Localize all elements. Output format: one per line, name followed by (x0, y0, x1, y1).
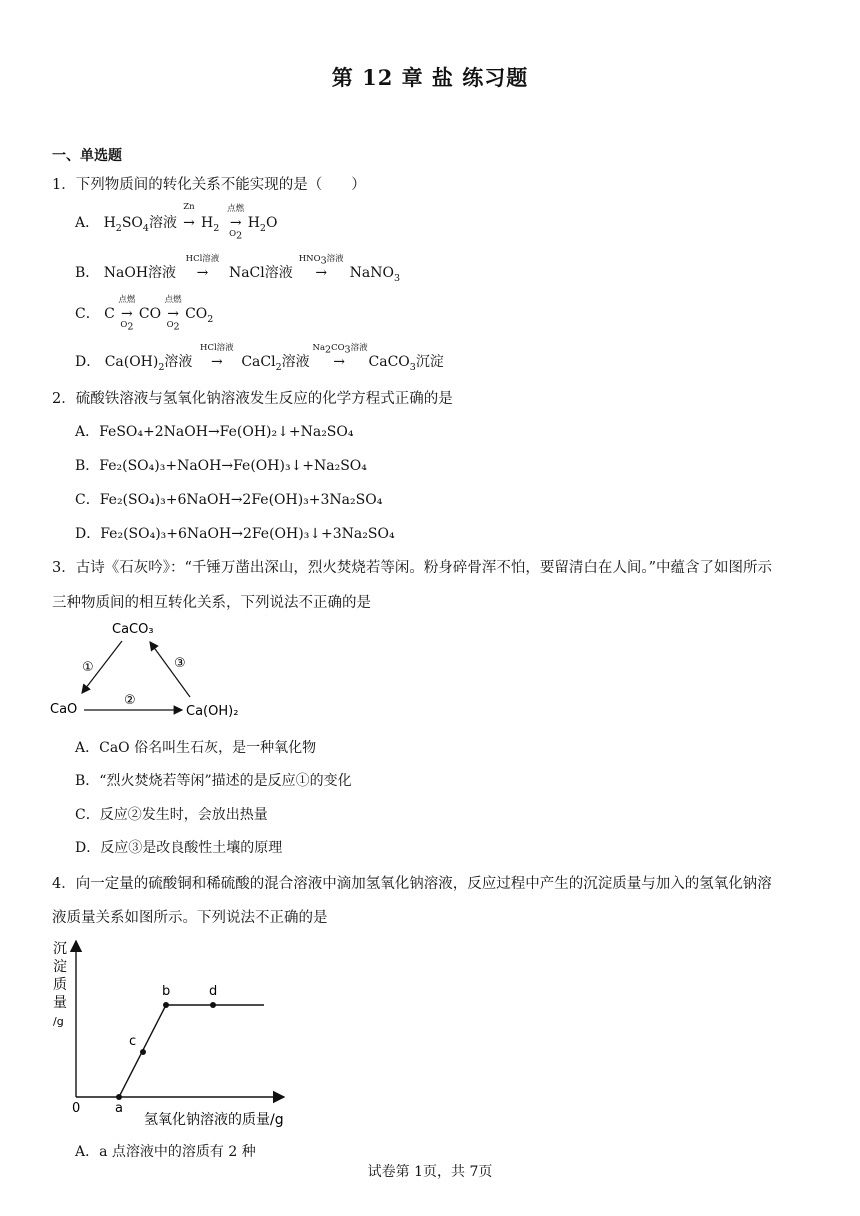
q1-option-c[interactable]: C． C 点燃 → $O_2$ CO 点燃 → $O_2$ $CO_2$ (75, 295, 214, 333)
q2-option-b[interactable]: B．Fe₂(SO₄)₃+NaOH→Fe(OH)₃↓+Na₂SO₄ (75, 458, 367, 474)
q3-option-a[interactable]: A．CaO 俗名叫生石灰，是一种氧化物 (75, 740, 317, 756)
q1-option-d[interactable]: D． $Ca(OH)_2$溶液 HCl溶液 → CaCl$_2$溶液 $Na_2CO_3$溶液 → CaCO$_3$沉淀 (75, 343, 444, 373)
origin-label: 0 (72, 1101, 81, 1116)
q3-option-b[interactable]: B．“烈火焚烧若等闲”描述的是反应①的变化 (75, 773, 352, 789)
arrow-icon: Zn → (183, 202, 195, 231)
y-label-char: /g (53, 1015, 64, 1028)
point-b (163, 1002, 169, 1008)
arrow-icon: $Na_2CO_3$溶液 → (312, 343, 368, 370)
question-4-stem: 4．向一定量的硫酸铜和稀硫酸的混合溶液中滴加氢氧化钠溶液，反应过程中产生的沉淀质量与加入的氢氧化钠溶 (52, 876, 772, 892)
arrow-icon: $HNO_3$溶液 → (298, 254, 344, 281)
question-2-stem: 2．硫酸铁溶液与氢氧化钠溶液发生反应的化学方程式正确的是 (52, 391, 453, 407)
arrow-icon: 点燃 → $O_2$ (227, 204, 245, 242)
node-cao: CaO (50, 702, 78, 717)
question-3-stem: 3．古诗《石灰吟》：“千锤万凿出深山，烈火焚烧若等闲。粉身碎骨浑不怕，要留清白在人间。”中蕴含了如图所示 (52, 560, 773, 576)
q1-option-a[interactable]: A． $H_2SO_4$溶液 Zn → $H_2$ 点燃 → $O_2$ $H_2O$ (75, 202, 278, 242)
label-reaction-1: ① (82, 660, 94, 675)
arrow-icon: HCl溶液 → (200, 343, 234, 370)
q2-option-a[interactable]: A．FeSO₄+2NaOH→Fe(OH)₂↓+Na₂SO₄ (75, 424, 354, 440)
y-label-char: 沉 (53, 941, 67, 957)
y-label-char: 淀 (53, 959, 67, 975)
arrow-icon: HCl溶液 → (185, 254, 220, 281)
y-label-char: 量 (53, 995, 67, 1011)
q3-option-d[interactable]: D．反应③是改良酸性土壤的原理 (75, 840, 283, 856)
y-label-char: 质 (53, 977, 67, 993)
label-a: a (115, 1101, 123, 1116)
question-4-stem-cont: 液质量关系如图所示。下列说法不正确的是 (52, 910, 328, 926)
label-d: d (209, 984, 218, 999)
point-c (140, 1049, 146, 1055)
page-title: 第 12 章 盐 练习题 (331, 65, 529, 90)
conversion-diagram (44, 615, 254, 723)
point-d (210, 1002, 216, 1008)
q2-option-c[interactable]: C．Fe₂(SO₄)₃+6NaOH→2Fe(OH)₃+3Na₂SO₄ (75, 492, 383, 508)
label-reaction-2: ② (124, 693, 136, 708)
node-caco3: CaCO₃ (112, 622, 154, 637)
node-caoh2: Ca(OH)₂ (186, 704, 239, 719)
q1-option-b[interactable]: B． NaOH溶液 HCl溶液 → NaCl溶液 $HNO_3$溶液 → NaNO$_3$ (75, 254, 401, 284)
point-a (116, 1094, 122, 1100)
arrow-icon: 点燃 → $O_2$ (118, 295, 136, 333)
precipitate-graph (44, 935, 314, 1131)
page-footer: 试卷第 1页，共 7页 (367, 1164, 493, 1180)
question-3-stem-cont: 三种物质间的相互转化关系，下列说法不正确的是 (52, 595, 371, 611)
label-b: b (162, 984, 171, 999)
arrow-icon: 点燃 → $O_2$ (164, 295, 182, 333)
q2-option-d[interactable]: D．Fe₂(SO₄)₃+6NaOH→2Fe(OH)₃↓+3Na₂SO₄ (75, 526, 395, 542)
q4-option-a[interactable]: A．a 点溶液中的溶质有 2 种 (75, 1144, 256, 1160)
section-heading: 一、单选题 (52, 148, 122, 164)
label-reaction-3: ③ (174, 656, 186, 671)
label-c: c (129, 1034, 137, 1049)
question-1-stem: 1．下列物质间的转化关系不能实现的是（ ） (52, 177, 366, 193)
q3-option-c[interactable]: C．反应②发生时，会放出热量 (75, 807, 268, 823)
x-axis-label: 氢氧化钠溶液的质量/g (144, 1112, 284, 1128)
